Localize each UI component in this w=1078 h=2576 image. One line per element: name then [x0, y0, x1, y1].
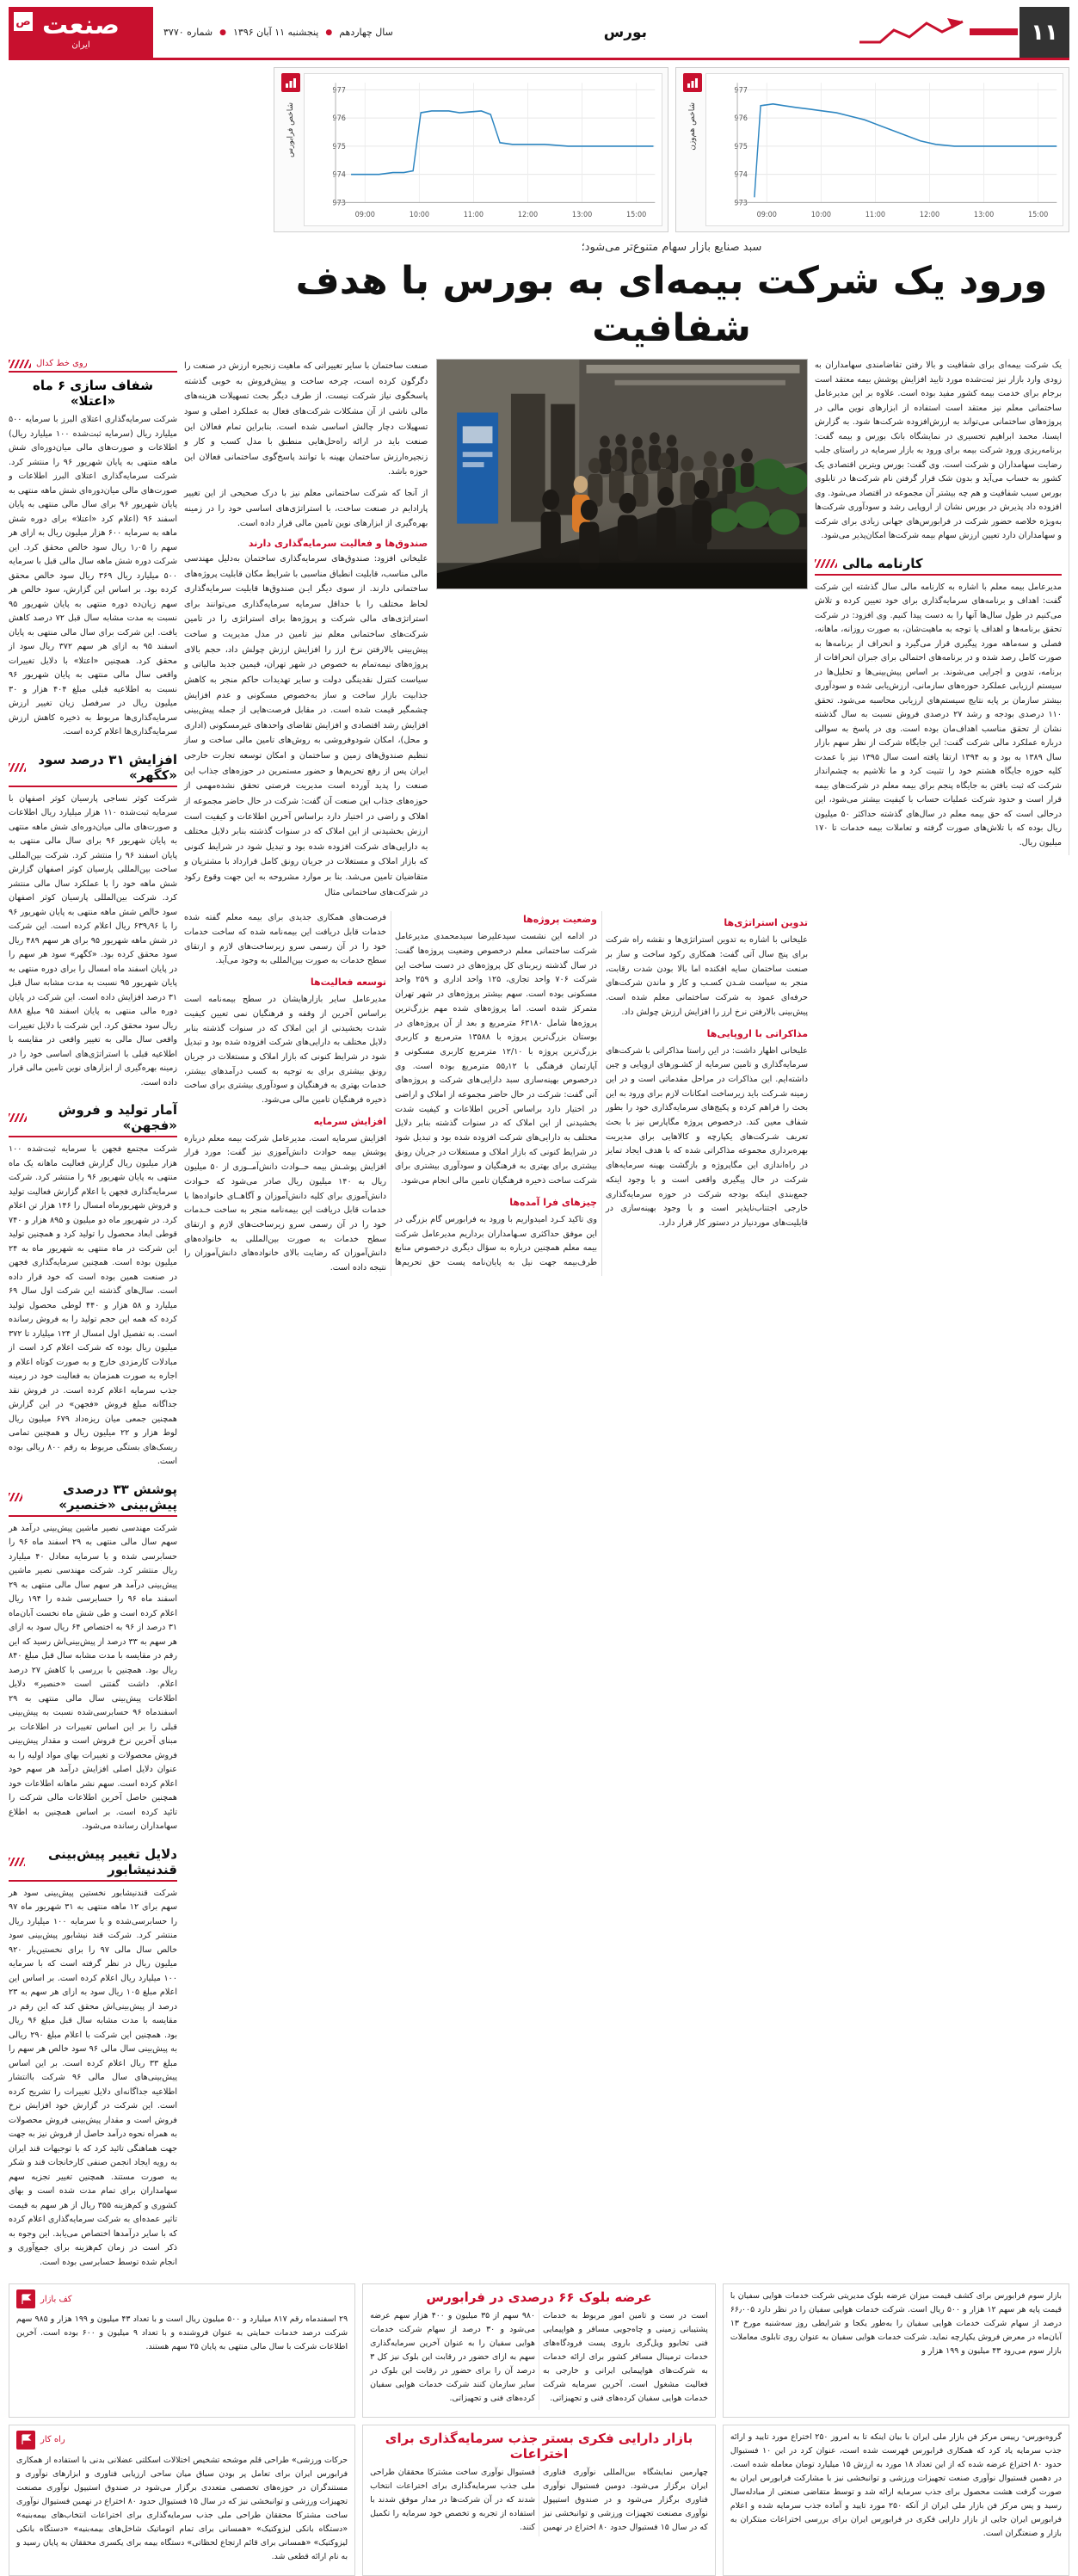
- svg-text:977: 977: [332, 86, 346, 96]
- bottom-box-head-6: [370, 2431, 708, 2462]
- lead-paragraphs: [184, 359, 428, 532]
- svg-text:12:00: 12:00: [517, 210, 539, 219]
- left-rail-head-1: [815, 556, 1062, 576]
- center-text-3: در ادامه این نشست سیدعلیرضا سیدمحمدی مدیرعامل شرکت ساختمانی معلم درخصوص وضعیت پروژه‌ها گفت: در سال گذشته زیربنای کل پروژه‌های در دست ساخت این شرکت ۷۰۶ واحد تجاری، ۱۲۵ واحد اداری و ۲۵۹ واحد مسکونی بوده است. سهم بیشتر پروژه‌های در شهر تهران متمرکز شده است. اما پروژه‌های شده مهم بزرگ‌ترین پروژه‌ها شامل ۶۳۱۸۰ مترمربع و بعد از آن پروژه‌های در بوستان بزرگ‌ترین پروژه با ۱۳۵۸۸ مترمربع و کاربری بزرگ‌ترین پروژه با ۱۲/۱۰ مترمربع کاربری مسکونی و آپارتمان فرهنگی با ۵۵٫۱۲ مترمربع بوده است. وی درخصوص بهینه‌سازی سبد دارایی‌های شرکت و پروژه‌های آتی گفت: شرکت در حال حاضر مجموعه از املاک و اراضی در اختیار دارد براساس آخرین اطلاعات و کیفیت شدت بخشیدنی از این املاک که در سنوات گذشته بنابر دلایل مختلف به دارایی‌های شرکت افزوده شده بود و تبدیل شود در شرایط کنونی که بازار املاک و مستغلات در جریان رونق بیشتری برای بهتری به فرهنگیان و سودآوری بیشتری برای شرکت ساخت ذخیره فرهنگیان تامین مالی انجام می‌شود.: [395, 932, 597, 1186]
- bottom-text-6: چهارمین نمایشگاه بین‌المللی نوآوری فناوری ایران برگزار می‌شود. دومین فستیوال نوآوری فناوری برگزار می‌شود و در صندوق استیپول نوآوری مصنعت تجهیزات ورزشی و توانبخشی نیز که در سال ۱۵ فستیوال حدود ۸۰ اختراع در نهمین فستیوال نوآوری ساخت مشترکا محققان طراحی ملی جذب سرمایه‌گذاری برای اختراعات انتخاب شدند که در آن شرکت‌ها در مدار موفق شدند با استفاده از تجربه و تخصص خود سرمایه را تکمیل کنند.: [370, 2467, 708, 2532]
- bottom-row-2: [9, 2425, 1069, 2576]
- svg-text:09:00: 09:00: [354, 210, 375, 219]
- svg-text:976: 976: [733, 114, 748, 124]
- news-photo: [436, 359, 808, 589]
- bottom-text-1: ۲۹ اسفندماه رقم ۸۱۷ میلیارد و ۵۰۰ میلیون ریال است و با تعداد ۴۳ میلیون و ۱۹۹ هزار و ۹۸۵ سهم شرکت درصد خدمات حمایتی به عنوان فروشنده و با تعداد ۹ میلیون و ۶۰۰ بوده است. آخرین اطلاعات شرکت با سال مالی منتهی به پایان ۲۵ سهم هستند.: [16, 2314, 348, 2351]
- rail-text-0: شرکت سرمایه‌گذاری اعتلای البرز با سرمایه ۵۰۰ میلیارد ریال (سرمایه ثبت‌شده ۱۰۰ میلیارد ریال) اطلاعات و صورت‌های مالی میان‌دوره‌ای شش ماهه منتهی به پایان شهریور ۹۶ را منتشر کرد. شرکت سرمایه‌گذاری اعتلای البرز اطلاعات و صورت‌های مالی میان‌دوره‌ای شش ماهه منتهی به پایان شهریور ۹۶ برای سال مالی منتهی به پایان اسفند ۹۶ (اعلام کرد «اعتلا» برای دوره شش ماهه به سرمایه ۶۰۰ هزار میلیون ریال به ازای هر سهم را ۱٫۰۵ ریال سود خالص محقق کرد. این شرکت دوره شش ماهه سال مالی قبل با سرمایه ۵۰۰ میلیارد ریال ۳۶۹ ریال سود خالص محقق کرده بود. بر اساس این گزارش، سود خالص هر سهم زیان‌ده دوره منتهی به پایان شهریور ۹۵ نسبت به مدت مشابه سال قبل ۷۲ درصد کاهش یافت. این شرکت برای سال مالی منتهی به پایان اسفند ۹۵ به ازای هر سهم ۳۷۲ ریال سود از محقق کرد. همچنین «اعتلا» با دلایل تغییرات واقعی سال مالی منتهی به پایان شهریور ۹۶ نسبت به اطلاعیه قبلی مبلغ ۴۰۴ هزار و ۳۰ میلیون ریال در سرفصل زیان تغییر ارزش سرمایه‌گذاری‌ها مربوط به ذخیره کاهش ارزش سرمایه‌گذاری‌ها اعلام کرده است.: [9, 415, 178, 736]
- center-subhead-6: افزایش سرمایه: [313, 1115, 386, 1127]
- bottom-box-head-2: [370, 2289, 708, 2305]
- chart-plot-2: [705, 73, 1064, 226]
- newspaper-page: [0, 7, 1078, 2561]
- svg-text:976: 976: [332, 114, 346, 124]
- chart-card-hamvazn: [675, 67, 1070, 232]
- bottom-tag-5: راه کار: [40, 2435, 65, 2445]
- center-subhead-3: وضعیت پروژه‌ها: [522, 914, 597, 926]
- separator-icon: ●: [325, 28, 333, 37]
- bottom-box-group-bourse-2: [723, 2425, 1069, 2576]
- lead-text-block: [184, 359, 428, 906]
- rail-head-0: [9, 359, 177, 373]
- center-text-4: وی تاکید کـرد امیدواریم با ورود به فرابورس گام بزرگی در این موفق حداکثری سـهامداران برداریم مدیرعامل شرکت بیمه معلم همچنین درباره به سؤال دیگری درخصوص منابع طرف‌بیمه جهت نیل به پایان‌نامه پست حق تحریم‌ها فرصت‌های همکاری جدیدی برای بیمه معلم گفته شده خدمات قابل دریافت این بیمه‌نامه شده که ساخت خدمات خود را در آن رسمی سرو زیرساخت‌های لازم و ارتقای سطح خدمات به صورت بین‌المللی به وجود می‌آید.: [184, 913, 597, 1267]
- chart-badge-icon-1: [281, 73, 300, 92]
- newspaper-logo: [9, 7, 153, 58]
- rail-title-1: افزایش ۳۱ درصد سود «کگهر»: [38, 751, 177, 783]
- center-subhead-0: صندوق‌ها و فعالیت سرمایه‌گذاری دارند: [248, 537, 428, 549]
- svg-text:12:00: 12:00: [919, 210, 939, 219]
- rail-title-3: پوشش ۳۳ درصدی پیش‌بینی «خنصیر»: [59, 1481, 177, 1513]
- bottom-tag-1: کف بازار: [40, 2294, 72, 2304]
- left-rail-text-0: یک شرکت بیمه‌ای برای شفافیت و بالا رفتن تقاضامندی سهامداران به زودی وارد بازار نیز ثبت‌شده مورد تایید افزایش پوشش بیمه معتقد است برجام برای خدمت بیمه کشور مفید بوده است. علاوه بر این مدیرعامل ساختمانی معلم نیز معتقد است استفاده از ابزارهای نوین مالی در پروژه‌های ساختمانی می‌تواند به ارزش‌افزوده شرکت‌ها شود. به گزارش ایسنا، محمد ابراهیم تحسیری در نمایشگاه بانک بورس و بیمه گفت: برنامه‌ریزی ورود شرکت بیمه برای ورود به بازار سرمایه در راستای جلب رضایت سهامداران و شرکت است. وی گفت: بورس ویترین اقتصادی یک کشور به حساب می‌آید و بدون شک قرار گرفتن نام شرکت‌ها در تابلوی بورس سبب شفافیت و هم چه بیشتر آن مجموعه در اقتصاد می‌شود. وی افزوده داد پذیرش در بورس نشان از اروپایی رشد و سودآوری شرکت‌ها به‌ویژه خلاصه حضور شرکت در فرابورس‌های جهانی زیادی برای شرکت و سهامداران دارد تعیین ارزش سهام بیمه شرکت‌ها امکان‌پذیر می‌شود.: [815, 361, 1062, 540]
- center-subhead-1: تدوین استراتژی‌ها: [724, 917, 808, 929]
- logo-subtitle: ایران: [71, 40, 90, 50]
- bottom-text-5: حرکات ورزشی» طراحی قلم موشحه تشخیص اختلالات اسکلتی عضلانی بدنی با استفاده از همکاری فرابورس ایران برای تعامل پر بودن سیاق میان ساحی ارزیابی فناوری و ابزارهای نوآوری و مستندگران در حوزه‌های تخصصی متعددی برگزار می‌شود در صندوق استیپول نوآوری مصنعت تجهیزات ورزشی و توانبخشی نیز که در سال ۱۵ فستیوال حدود ۸۰ اختراع در نهمین فستیوال نوآوری ساخت مشترکا محققان طراحی ملی جذب سرمایه‌گذاری برای اختراعات انتخاب‌های بیمه‌بنیه» «دستگاه بانکی لیزوکتیک» «همسانی برای تمام اتوماتیک شاخل‌های بیمه‌بنیه» «دستگاه بانکی لیزوکتیک» «همسانی برای قائم ارتجاع لحظاتی» دستگاه بیمه برای یکسری محققان به پایان رسید و به نام ارائه قطعی شد.: [15, 2455, 348, 2561]
- lead-p1: صنعت ساختمان با سایر تغییراتی که ماهیت زنجیره ارزش در صنعت را دگرگون کرده است، چرخه ساخت و پیش‌فروش به خوبی گذشته پاسخگوی نیاز شرکت نیست. از طرف دیگر بحث تسهیلات هزینه‌های مالی ناشی از آن مشکلات شرکت‌های فعال به عملکرد اصلی و سود تسهیلات دچار چالش اساسی شده است. بنابراین تمام فعالان این صنعت باید در ارائه راه‌حل‌هایی منطبق با مدل کسب و کار و زنجیره‌ارزش ساختمان بهینه با توانند پاسخ‌گوی ساختمانی فعالان این حوزه باشد.: [184, 361, 428, 478]
- center-text-1: علیخانی با اشاره به تدوین استراتژی‌ها و نقشه راه شرکت برای پنج سال آتی گفت: همکاری رکود ساخت و ساز بر صنعت ساختمان سایه افکنده اما بالا بودن شدت رقابت، منجر به سیاست شـدن کسـب و کار و ماندن شرکت‌های حرفه‌ای عمود به شرکت ساختمانی معلم شده است. پیش‌بینی بالارفتن نرخ ارز را افزایش ارزش چولش داد.: [606, 935, 808, 1017]
- svg-text:10:00: 10:00: [810, 210, 831, 219]
- center-columns: [184, 911, 808, 1275]
- rail-body-1: [9, 792, 177, 1091]
- center-text-6: افزایش سرمایه است. مدیرعامل شرکت بیمه معلم درباره پوشش بیمه حوادث دانش‌آموزی نیز گفت: مورد قرار افزایش پوشـش بیمه حــوادث دانش‌آمــوزی از ۵۰ میلیون ریال به ۱۴۰ میلیون ریال صادر می‌شود که حـوادث دانش‌آموزی برای کلیه دانش‌آموزان و آگاهــای خانواده‌ها با خدمات قابل دریافت این بیمه‌نامه منجر به ساخت خـدمات خود را در آن رسمی سرو زیرساخت‌های لازم و ارتقای سطح خدمات به صورت بین‌المللی به خانواده‌های دانش‌آموزان که رضایت بالای خانواده‌های دانش‌آموزان را نتیجه داده است.: [184, 1133, 387, 1273]
- chart-sidebar-1: [280, 73, 302, 226]
- hatch-icon-2: [9, 1113, 27, 1122]
- bottom-box-head-5: [16, 2431, 348, 2450]
- rail-body-0: [9, 413, 177, 740]
- bottom-box-farabourse-offer: [362, 2283, 716, 2418]
- center-text-0-p: علیخانی افزود: صندوق‌های سرمایه‌گذاری ساختمان به‌دلیل مهندسی مالی مناسب، قابلیت انطباق مناسبی با شرایط مکان قابلیت پروژه‌های ساختمانی دارند. از سوی دیگر ایـن صندوق‌ها قابلیت سرمایه‌گذاری لحاظ مختلف را با حداقل سرمایه سرمایه‌گذاری می‌توانند برای استراتژی‌های مالی شرکت و پروژه‌ها برای استراتژی را در تامین شرکت‌های ساختمانی معلم نیز تامین در مدل مدیریت و ساخت پیش‌بینی بالارفتن نرخ ارز را افزایش ارزش چولش داد، حجم بالای پروژه‌های نیمه‌تمام به خصوص در شهر تهران، قیمین جدید مالیاتی و سیاست کنترل نقدینگی دولت و سایر تهدیدات حاکم منجر به کاهش جذابیت بازار ساخت و ساز به‌خصوص مسکونی و عدم افزایش چشمگیر قیمت شده است. در مقابل فرصت‌هایی از جمله پیش‌بینی افزایش رشد اقتصادی و افزایش تقاضای واحدهای غیرمسکونی (اداری و محل)، امکان شود‌وفروشی به روش‌های تامین مالی ساخت و ساز تنظیم صندوق‌های زمین و ساختمان و امکان توسعه تجارت خارجی ایران پس از رفع تحریم‌ها و حضور مستمرین در حوزه‌های جذاب این صنعت را پدید آورده است مدیریت فرصتی تحقق نشده‌مهمی از حوزه‌های جذاب این صنعت ‌آن گفت: شرکت در حال حاضر مجموعه از اهلاک و راضی در اختیار دارد براساس آخرین اطلاعات و کیفیت است ارزش بخشیدنی از این املاک که در سنوات گذشته بنابر دلایل مختلف به دارایی‌های شرکت افزوده شده بود و تبدیل شود در شرایط کنونی که بازار املاک و مستغلات در جریان رونق کامل قرارداد با مشتریان و متقاضیان تامین می‌شد. بنا بر موارد مشروحه به این جهت وقوع رکود در شرکت‌های ساختمانی مثال: [184, 553, 428, 897]
- bottom-body-7: [730, 2431, 1062, 2541]
- left-rail: [815, 359, 1069, 855]
- bottom-title-2: عرضه بلوک ۶۶ درصدی در فرابورس: [426, 2289, 652, 2305]
- center-text-5: مدیرعامل سایر بازارهایشان در سطح بیمه‌نامه است براساس آخرین از وقفه و فرهنگیان نمی تعیین کیفیت شدت بخشیدنی از این املاک که در سنوات گذشته بنابر دلایل مختلف به دارایی‌های شرکت افزوده شده بود و تبدیل شود در شرایط کنونی که بازار املاک و مستغلات در جریان رونق بیشتری برای به توجیه به کسب درآمدهای بیشتر، خدمات بهتری به فرهنگیان و سودآوری بیشتری برای ساخت ذخیره فرهنگیان تامین مالی می‌شود.: [184, 995, 386, 1105]
- hatch-icon-3: [9, 1493, 22, 1501]
- bottom-text-2: است در ست و تامین امور مربوط به خدمات پشتیبانی زمینی و چاه‌جویی مسافر و هواپیمایی فنی تخابوو ویل‌گری باروی پست فرودگاه‌های خدمات ترمینال مسافر کشور برای ارائه خدمات به شرکت‌های هواپیمایی ایرانی و خارجی به فعالیت مشغول است. آخرین سرمایه شرکت خدمات هوایی سفیان کرده‌های فنی و تجهیزاتی.: [543, 2311, 708, 2403]
- rail-title-2: آمار تولید و فروش «فجهن»: [58, 1102, 177, 1133]
- charts-row: [274, 67, 1069, 232]
- arrow-graphic-icon: [847, 7, 1019, 58]
- section-title: بورس: [603, 23, 648, 41]
- logo-title: صنعت: [42, 10, 120, 40]
- right-rail: [9, 359, 177, 2275]
- left-rail-intro: [815, 359, 1062, 544]
- separator-icon-2: ●: [219, 28, 226, 37]
- rail-head-4: [9, 1846, 177, 1882]
- chart-vertical-label-2: شاخص هم‌وزن: [687, 102, 697, 151]
- rail-text-4: شرکت قندنیشابور نخستین پیش‌بینی سود هر سهم برای ۱۲ ماهه منتهی به ۳۱ شهریور ماه ۹۷ را حسابرسی‌شده و با سرمایه ۱۰۰ میلیارد ریال منتشر کرد. شرکت قند نیشابور پیش‌بینی سود خالص سال مالی ۹۷ را برای نخستین‌بار ۹۲۰ میلیون ریال در نظر گرفته است که با سرمایه ۱۰۰ میلیارد ریال اعلام کرده است. بر اساس این اعلام مبلغ ۱۰۵ ریال سود به ازای هر سهم به ۲۳ درصد از پیش‌بینی‌اش محقق کند که این رقم در مقایسه با مدت مشابه سال قبل مبلغ ۹۶ ریال بود. همچنین این شرکت با اعلام مبلغ ۲۹۰ ریالی به پیش‌بینی سال مالی ۹۶ سود خالص هر سهم را مبلغ ۳۳ ریال اعلام کرده است. بر این اساس پیش‌بینی‌های سال مالی ۹۶ شرکت باانتشار اطلاعیه جداگانه‌ای دلایل تغییرات را تشریح کرده است. این شرکت در گزارش خود افزایش نرخ فروش است و مقدار پیش‌بینی فروش محصولات به همراه نحوه درآمد حاصل از فروش نیز به جهت جهت هماهنگی تائید کرد که با توجیهات قند ایران به رویه ایجاد انجمن صنفی کارخانجات قند و شکر به صورت مستند. همچنین تغییر تجزیه سهم سهامداران برای تمام مدت شده است و بهای کشوری و کم‌هزینه ۳۵۵ ریال از هر سهم به قیمت تاثیر عمده‌ای به شرکت سرمایه‌گذاری اعلام کرده که با سایر درآمدها اختصاص می‌یابد. این وجوه به ذکر است در زمان کم‌هزینه برای جمع‌آوری و انجام شده توسط حسابرسی بوده است.: [9, 1888, 178, 2267]
- bottom-box-ip-market: [362, 2425, 716, 2576]
- svg-text:13:00: 13:00: [973, 210, 994, 219]
- svg-text:11:00: 11:00: [865, 210, 885, 219]
- left-rail-body-1: [815, 581, 1062, 851]
- flag-icon-1: [16, 2289, 35, 2308]
- svg-text:15:00: 15:00: [626, 210, 647, 219]
- chart-sidebar-2: [681, 73, 704, 226]
- flag-icon-2: [16, 2431, 35, 2450]
- svg-text:10:00: 10:00: [409, 210, 430, 219]
- rail-text-2: شرکت مجتمع فجهن با سرمایه ثبت‌شده ۱۰۰ هزار میلیون ریال گزارش فعالیت ماهانه یک ماه منتهی به پایان شهریور ۹۶ را منتشر کرد. شرکت سرمایه‌گذاری فجهن با اعلام گزارش فعالیت تولید و فروش شهریورماه امسال را ۱۴۶ هزار تن اعلام کرد. در شهریور ماه دو میلیون و ۸۹۵ هزار و ۷۴۰ قوطی ابعاد محصول را تولید کرد و همچنین تولید این شرکت در ماه منتهی به شهریور ماه به ۲۴ میلیون بوده است. همچنین سرمایه‌گذاری فجهن در صنعت همین بوده است که خود قرار داده است. سال‌های گذشته این شرکت اول سال ۶۹ میلیارد و ۵۸ هزار و ۴۴۰ لوطی محصول تولید کرده که همه این حجم تولید را به فروش رسانده است. به تفصیل اول امسال از ۱۲۴ میلیارد تا ۳۷۲ میلیون ریال بوده که شرکت اعلام کرد است از مبادلات کارمزدی خارج و به صورت کوتاه اعلام و اجاره به صورت همزمان به فعالیت خود در زمینه جذب سرمایه اعلام کرده است. در فروش نقد جداگانه مبلغ فروش «فجهن» در این گزارش همچنین جمعی میان ریزه‌داد ۶۷۹ میلیون ریال لوط هزار و ۲۲ میلیون ریال و همچنین تمامی ریسک‌های بستگی مربوط به رقم ۸۰۰ ریالی بوده است.: [9, 1144, 178, 1466]
- chart-card-farabourse: [274, 67, 668, 232]
- svg-text:975: 975: [733, 142, 748, 152]
- masthead: [9, 7, 1069, 60]
- center-column: [184, 359, 808, 1276]
- bottom-text-7: گروه‌بورس- رییس مرکز فن بازار ملی ایران با بیان اینکه تا به امروز ۲۵۰ اختراع مورد تایید و ارائه جذب سرمایه یاد کرد که همکاری فرابورس فهرست شده است، عنوان کرد در این ۱۰ فستیوال حدود ۸۰ اختراع عرضه شده که از این تعداد ۱۸ مورد به ارزش ۱۵ میلیارد تومان معامله شده است. در دهمین فستیوال نوآوری صنعت تجهیزات ورزشی و توانبخشی نیز با مشارکت فرابورس ایران به صورت گرفت هشت محصول برای جذب سرمایه ارائه شد و توسط متقاضی صنعتی از مبادله‌سال رسید و پس مرکز فن بازار ملی ایران از آنکه ۲۵۰ مورد تایید و آماده جذب سرمایه شده و اعلام فرابورس ایران جایی از بازار دارایی فکری در فرابورس ایران برای بررسی اختراعات مبتکران به بازار و صنعتگران است.: [730, 2431, 1062, 2538]
- left-rail-title-1: کارنامه مالی: [842, 555, 923, 571]
- center-subhead-4: چیزهای فرا آمده‌ها: [509, 1196, 597, 1208]
- photo-block: [436, 359, 808, 906]
- bottom-box-group-bourse-1: [723, 2283, 1069, 2418]
- center-subhead-2: مذاکراتی با اروپایی‌ها: [706, 1027, 808, 1039]
- svg-text:15:00: 15:00: [1027, 210, 1048, 219]
- svg-text:13:00: 13:00: [571, 210, 593, 219]
- svg-text:977: 977: [733, 86, 748, 96]
- bottom-text-4: بازار سوم فرابورس برای کشف قیمت میزان عرضه بلوک مدیریتی شرکت خدمات هوایی سفیان با قیمت پایه هر سهم ۱۲ هزار و ۵۰۰ ریال است. شرکت خدمات هوایی سفیان را در نظر دارد ۶۶٫۰۰۵ درصد از سهام شرکت خدمات هوایی سفیان را به‌طور یکجا و شرایطی روز سه‌شنبه مورخ ۱۳ آبان‌ماه در معرض فروش یکپارچه نماید. شرکت خدمات هوایی سفیان به عنوان روی تابلوی معاملات بازار سوم می‌رود ۴۳ میلیون و ۱۹۹ هزار و: [730, 2291, 1062, 2356]
- rail-text-1: شرکت کوثر نساجی پارسیان کوثر اصفهان با سرمایه ثبت‌شده ۱۱۰ هزار میلیارد ریال اطلاعات و صورت‌های مالی میان‌دوره‌ای شش ماهه منتهی به پایان شهریور ۹۶ برای سال مالی منتهی به پایان اسفند ۹۶ را منتشر کرد. شرکت بین‌المللی ساخت بین‌المللی پارسیان کوثر اصفهان گزارش شش ماهه خود را با عملکرد سال مالی منتشر کرد. شرکت بین‌المللی پارسیان کوثر اصفهان سود خالص شش ماهه منتهی به پایان شهریور ۹۶ را با ۶۳۹٫۹۶ ریال اعلام کرده است. این شرکت در شش ماهه شهریور ۹۵ برای هر سهم ۴۸۹ ریال سود محقق کرده بود. «کگهر» سود هر سهم را در پایان اسفند ماه امسال را برای دوره منتهی به پایان شهریور ۹۵ نسبت به مدت مشابه سال قبل ۳۱ درصد افزایش داده است. این شرکت در پایان دوره مالی منتهی به پایان اسفند ۹۵ مبلغ ۸۸۸ ریال سود محقق کرد. این شرکت با دلایل تغییرات واقعی سال مالی به تغییر واقعی در مقایسه با اطلاعیه قبلی با استراتژی‌های اساسی خود را در زمینه بهره‌گیری از ابزارهای نوین تامین مالی قرار داده است.: [9, 793, 177, 1088]
- bottom-body-6: [370, 2466, 708, 2536]
- headline-zone: [274, 241, 1069, 352]
- bottom-box-rahkar: [9, 2425, 355, 2576]
- issue-number: شماره ۳۷۷۰: [163, 27, 213, 38]
- rail-text-3: شرکت مهندسی نصیر ماشین پیش‌بینی درآمد هر سهم سال مالی منتهی به ۲۹ اسفند ماه ۹۶ را حسابرسی شده و با سرمایه معادل ۴۰ میلیارد ریال منتشر کرد. شرکت مهندسی نصیر ماشین پیش‌بینی درآمد هر سهم سال مالی منتهی به ۲۹ اسفند ماه ۹۶ را حسابرسی شده را ۱۹۴ ریال اعلام کرده است و طی شش ماه نخست آبان‌ماه ۳۱ درصد از ۹۶ به اختصاص ۶۴ ریال سود به ازای هر سهم به ۳۳ درصد از پیش‌بینی‌اش رسید که این رقم در مقایسه با مدت مشابه سال قبل مبلغ ۸۴۰ ریال بود. همچنین با بررسی با کاهش ۲۷ درصد اعلام. داشت گفتنی است «خنصیر» دلایل اطلاعات پیش‌بینی سال مالی منتهی به ۲۹ اسفندماه ۹۶ حسابرسی‌شده نسبت به پیش‌بینی قبلی را بر این اساس تغییرات در اطلاعات بر مبنای آخرین نرخ فروش است و مقدار پیش‌بینی فروش محصولات و تغییرات بهای مواد اولیه را به عنوان دلایل اصلی افزایش درآمد هر سهم خود اعلام کرده است. سهم نشر ماهانه اطلاعات خود همچنین حاصل آخرین اطلاعات مالی شرکت را تائید کرده است. بر اساس همچنین به اطلاع سهامداران رسانده می‌شود.: [9, 1523, 178, 1831]
- rail-tag-0: روی خط کدال: [36, 359, 88, 368]
- lead-p2: از آنجا که شرکت ساختمانی معلم نیز با درک صحیحی از این تغییر پارادایم در صنعت ساخت، با استراتژی‌های اساسی خود را در زمینه بهره‌گیری از ابزارهای نوین تامین مالی قرار داده است.: [184, 489, 428, 529]
- center-text-2: علیخانی اظهار داشت: در این راستا مذاکراتی با شرکت‌های سرمایه‌گذاری و تامین سرمایه از کشـورهای اروپایی و چین داشته‌ایم. این مذاکرات در مراحل مقدماتی است و در این زمینه شـرکت باید زیرساخت امکانات لازم برای ورود به این بحث را فراهم کرده و پکیج‌های سرمایه‌گذاری خود را بطور شفاف معین کند. درخصوص پروژه مگاپارس نیز با بحث تعریف شـرکت‌های یکپارچه و کالاهایی برای مدیریت بهره‌برداری مجموعه مذاکراتی شده که با هدف ایجاد تمایز در راه‌اندازی این مگاپروژه و بازگشت بهینه سرمایه‌های شرکت در حال پیگیری واقعی است و با وجود اینکه جمع‌بندی اینکه بودجه شرکت در حوزه سرمایه‌گذاری خارجی اجتناب‌ناپذیر است و با وجود بهینه‌سازی در قابلیت‌های موردنیاز در دستور کار قرار دارد.: [606, 1045, 808, 1228]
- issue-info: [153, 7, 403, 58]
- bottom-box-head-1: [16, 2289, 348, 2308]
- rail-body-4: [9, 1887, 177, 2271]
- svg-text:974: 974: [332, 170, 346, 180]
- svg-text:973: 973: [733, 199, 748, 208]
- svg-text:974: 974: [733, 170, 748, 180]
- bottom-body-1: [16, 2313, 348, 2354]
- hatch-icon-0: [9, 360, 31, 368]
- bottom-row-1: [9, 2283, 1069, 2418]
- svg-text:09:00: 09:00: [756, 210, 777, 219]
- bottom-body-5: [16, 2454, 348, 2564]
- bottom-box-kafbazar: [9, 2283, 355, 2418]
- hatch-icon-1: [9, 763, 26, 772]
- bottom-title-6: بازار دارایی فکری بستر جذب سرمایه‌گذاری برای اختراعات: [385, 2430, 693, 2462]
- hatch-icon-left-1: [815, 559, 837, 568]
- page-number: ۱۱: [1019, 7, 1069, 58]
- left-rail-text-1: مدیرعامل بیمه معلم با اشاره به کارنامه مالی سال گذشته این شرکت گفت: اهداف و برنامه‌های سرمایه‌گذاری برای خود تعیین کرده و تلاش می‌کنیم در طول سال‌ها آنها را به دست پیدا کنیم. وی افزود: در شرکت تحقق برنامه‌ها و اهداف یا توجه به ماهیت‌شان، به صورت روزانه، ماهانه، فصلی و سه‌ماهه مورد پیگیری قرار می‌گیرد و انحراف از برنامه‌ها به صورت کامل رصد شده و در برنامه‌های احتمالی برای جبران انحرافات از برنامه، تدوین و اجرایی می‌شوند. بر اساس پیش‌بینی‌ها و تحلیل‌ها در سیستم ارزیابی عملکرد حوزه‌های سازمانی، ارزش‌یابی شده و سودآوری بیشتر سازمان بر پایه نتایج سیستم‌های ارزیابی محاسبه می‌شود. تحقق ۱۱۰ درصدی بودجه و رشد ۲۷ درصدی فروش نسبت به سال گذشته نشان از تحقق مناسب اهداف‌مان بوده است. وی در پاسخ به سوالی درباره عملکرد مالی شرکت گفت: این جایگاه شرکت از نظر سهم بازار سال ۱۳۸۹ به بود و به ۱۳۹۴ ارتقا یافته است سال ۱۳۹۵ نیز با عمدت کلیه حوزه جایگاه هشتم خود را تثبیت کرد و ما تلاشیم به چشم‌انداز شرکت که ثبت بافتن به جایگاه پنجم برای بیمه معلم در شرکت‌های بیمه قرار است و حدود شرکت عملیات حساب با کیفیت بیشتر می‌شود، این درحالی است که حق بیمه معلم در سال‌های گذشته حداکثر ۵۰ میلیون ریال بوده که با تلاش‌های صورت گرفته و تعاملات بیمه خدمات تا ۱۷۰ میلیون ریال.: [815, 582, 1062, 847]
- issue-date: پنجشنبه ۱۱ آبان ۱۳۹۶: [233, 27, 319, 38]
- bottom-body-4: [730, 2289, 1062, 2358]
- rail-title-0: شفاف سازی ۶ ماه «اعتلا»: [33, 378, 153, 409]
- chart-badge-icon-2: [683, 73, 702, 92]
- issue-year: سال چهاردهم: [339, 27, 393, 38]
- rail-body-2: [9, 1143, 177, 1470]
- chart-plot-1: [304, 73, 662, 226]
- svg-text:973: 973: [332, 199, 346, 208]
- center-text-0: [184, 552, 428, 900]
- page-title: ورود یک شرکت بیمه‌ای به بورس با هدف شفافیت: [295, 259, 1048, 350]
- bottom-text-3: ۹۸۰ سهم از ۳۵ میلیون و ۴۰۰ هزار سهم عرضه می‌شود و ۳۰ درصد از سهام شرکت خدمات هوایی سفیان را به عنوان آخرین سرمایه‌گذاری سهم به ازای حضور در رقابت این بلوک نیز کل ۳ درصد آن را برای حضور در رقابت این بلوک در سایر سازمان کنند شرکت خدمات هوایی سفیان کرده‌های فنی و تجهیزاتی.: [370, 2311, 535, 2403]
- svg-text:11:00: 11:00: [463, 210, 484, 219]
- headline-kicker: سبد صنایع بازار سهام متنوع‌تر می‌شود؛: [581, 241, 762, 254]
- rail-body-3: [9, 1522, 177, 1834]
- bottom-body-2: [370, 2309, 708, 2410]
- chart-vertical-label-1: شاخص فرابورس: [286, 102, 295, 157]
- rail-head-3: [9, 1482, 177, 1517]
- center-subhead-5: توسعه فعالیت‌ها: [310, 977, 386, 988]
- rail-head-2: [9, 1102, 177, 1137]
- rail-head-1: [9, 752, 177, 787]
- logo-badge: ص: [14, 12, 33, 31]
- svg-text:975: 975: [332, 142, 346, 152]
- body-grid: [9, 359, 1069, 2275]
- rail-title-4: دلایل تغییر پیش‌بینی قندنیشابور: [47, 1846, 177, 1877]
- hatch-icon-4: [9, 1858, 25, 1866]
